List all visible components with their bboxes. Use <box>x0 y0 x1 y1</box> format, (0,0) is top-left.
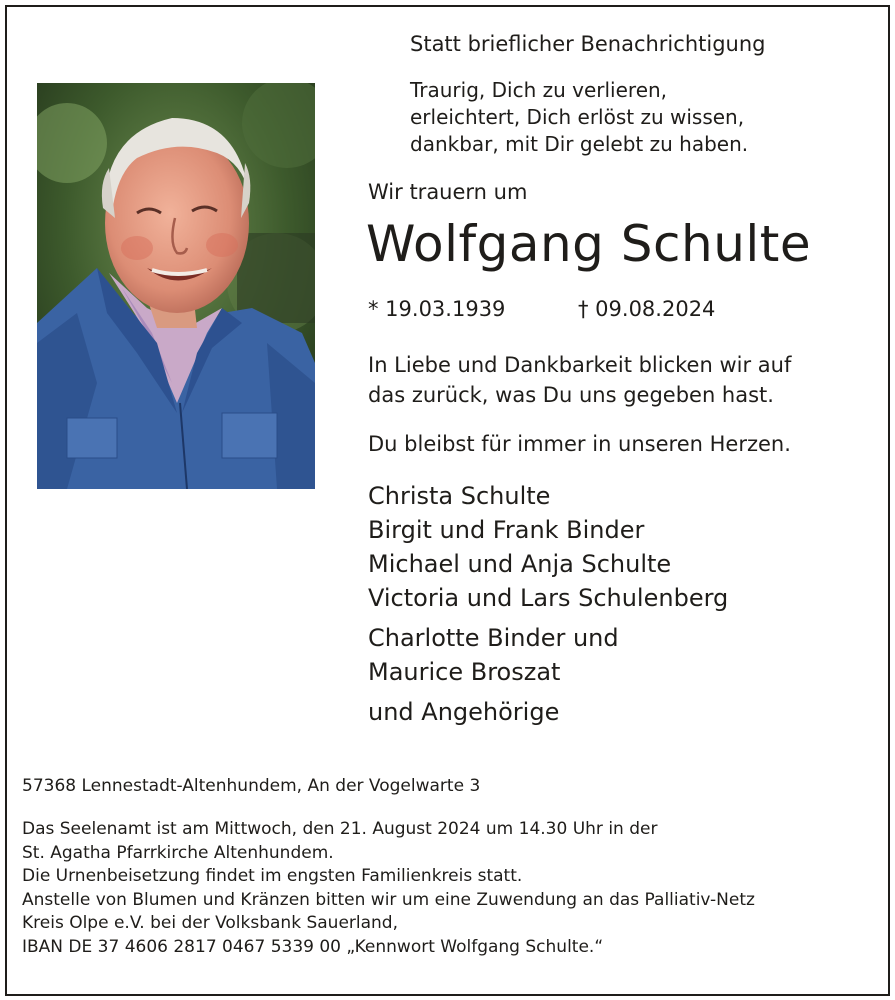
mourner-name: Victoria und Lars Schulenberg <box>368 584 729 612</box>
intro-text: Wir trauern um <box>368 180 528 204</box>
motto-verse <box>410 77 748 158</box>
birth-date: * 19.03.1939 <box>368 297 506 321</box>
notes-line: Die Urnenbeisetzung findet im engsten Familienkreis statt. <box>22 866 523 886</box>
notes-line: IBAN DE 37 4606 2817 0467 5339 00 „Kennwort Wolfgang Schulte.“ <box>22 936 604 957</box>
gratitude-line: In Liebe und Dankbarkeit blicken wir auf <box>368 353 792 377</box>
motto-line: erleichtert, Dich erlöst zu wissen, <box>410 105 745 129</box>
mourner-name: Michael und Anja Schulte <box>368 550 672 578</box>
mourner-name: Birgit und Frank Binder <box>368 516 645 544</box>
motto-line: dankbar, mit Dir gelebt zu haben. <box>410 132 749 156</box>
mourner-name: und Angehörige <box>368 698 560 726</box>
notes-line: Kreis Olpe e.V. bei der Volksbank Sauerland, <box>22 913 399 933</box>
portrait-photo <box>37 83 315 489</box>
mourner-name: Maurice Broszat <box>368 658 561 686</box>
death-date: † 09.08.2024 <box>578 297 716 321</box>
remembrance-text: Du bleibst für immer in unseren Herzen. <box>368 432 791 456</box>
deceased-name: Wolfgang Schulte <box>366 215 812 273</box>
mourners-list <box>368 479 728 729</box>
notice-header: Statt brieflicher Benachrichtigung <box>410 32 766 56</box>
notes-line: Das Seelenamt ist am Mittwoch, den 21. August 2024 um 14.30 Uhr in der <box>22 819 658 839</box>
gratitude-line: das zurück, was Du uns gegeben hast. <box>368 383 774 407</box>
mourner-name: Christa Schulte <box>368 482 551 510</box>
gratitude-text <box>368 350 791 410</box>
family-address: 57368 Lennestadt-Altenhundem, An der Vogelwarte 3 <box>22 776 481 796</box>
notes-line: Anstelle von Blumen und Kränzen bitten wir um eine Zuwendung an das Palliativ-Netz <box>22 889 755 910</box>
motto-line: Traurig, Dich zu verlieren, <box>410 78 668 102</box>
funeral-notes <box>22 818 755 959</box>
mourner-name: Charlotte Binder und <box>368 624 619 652</box>
notes-line: St. Agatha Pfarrkirche Altenhundem. <box>22 842 334 863</box>
